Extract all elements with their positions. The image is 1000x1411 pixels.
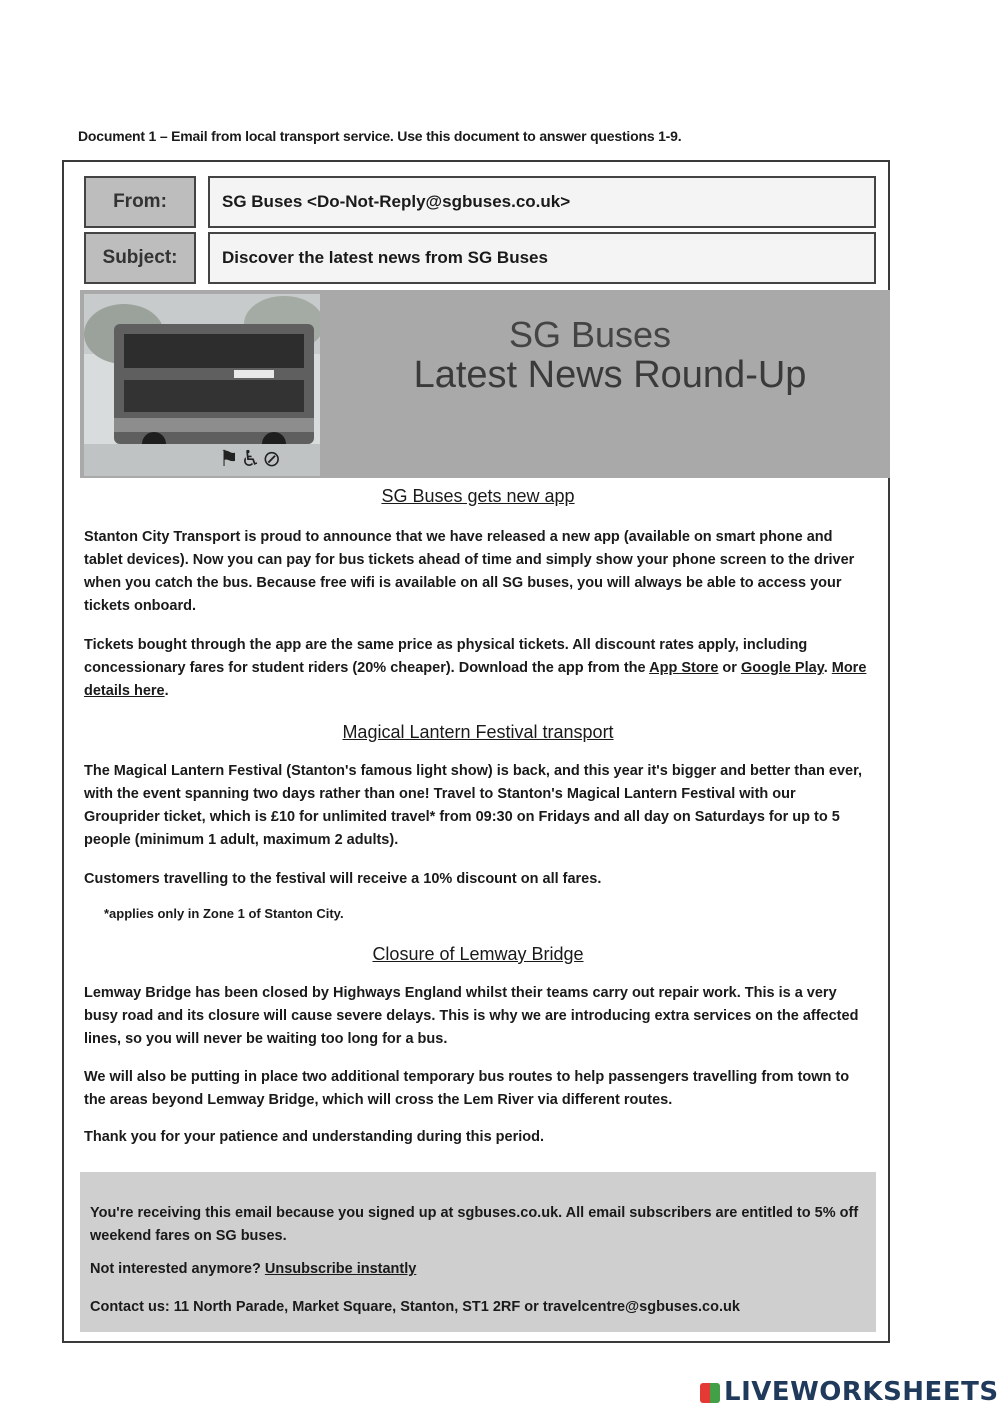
liveworksheets-watermark bbox=[700, 1377, 999, 1407]
google-play-link[interactable]: Google Play bbox=[740, 660, 824, 676]
no-smoking-icon: ⊘ bbox=[262, 446, 283, 471]
more-details-link[interactable]: More details here bbox=[84, 660, 867, 699]
bridge-paragraph-2: We will also be putting in place two additional temporary bus routes to help passengers travelling from town to the areas beyond Lemway Bridge, which will cross the Lem River via different routes. bbox=[84, 1069, 850, 1108]
subscription-note: You're receiving this email because you signed up at sgbuses.co.uk. All email subscribers are entitled to 5% off weekend fares on SG buses. bbox=[90, 1205, 859, 1244]
unsubscribe-line bbox=[90, 1258, 860, 1281]
bridge-paragraph-1: Lemway Bridge has been closed by Highways England whilst their teams carry out repair work. This is a very busy road and its closure will cause severe delays. This is why we are introducing extra services on the affected lines, so you will never be waiting too long for a bus. bbox=[84, 985, 859, 1047]
accessibility-icons bbox=[219, 446, 283, 472]
wheelchair-icon: ♿ bbox=[240, 446, 263, 471]
document-heading: Document 1 – Email from local transport service. Use this document to answer questions 1-9. bbox=[78, 128, 682, 144]
link-separator: or bbox=[718, 660, 741, 676]
banner-brand: SG Buses bbox=[508, 314, 672, 355]
from-label: From: bbox=[84, 176, 196, 228]
bridge-paragraph-3: Thank you for your patience and understanding during this period. bbox=[84, 1129, 544, 1145]
liveworksheets-logo-icon bbox=[700, 1383, 720, 1403]
app-paragraph-1: Stanton City Transport is proud to announce that we have released a new app (available on smart phone and tablet devices). Now you can pay for bus tickets ahead of time and simply show your phone screen to the driver when you catch the bus. Because free wifi is available on all SG buses, you will always be able to access your tickets onboard. bbox=[84, 529, 855, 614]
unsubscribe-link[interactable]: Unsubscribe instantly bbox=[264, 1261, 417, 1277]
contact-line: Contact us: 11 North Parade, Market Square, Stanton, ST1 2RF or travelcentre@sgbuses.co.uk bbox=[90, 1299, 740, 1315]
app-paragraph-2: Tickets bought through the app are the same price as physical tickets. All discount rates apply, including concessionary fares for student riders (20% cheaper). Download the app from the App Store or Google Play. More details here. bbox=[84, 637, 867, 699]
app-store-link[interactable]: App Store bbox=[649, 660, 719, 676]
email-frame bbox=[62, 160, 890, 1343]
festival-paragraph-2: Customers travelling to the festival will receive a 10% discount on all fares. bbox=[84, 871, 602, 887]
not-interested-text: Not interested anymore? bbox=[90, 1261, 261, 1277]
section-title-app: SG Buses gets new app bbox=[381, 486, 575, 506]
section-title-bridge: Closure of Lemway Bridge bbox=[372, 944, 584, 964]
subject-label: Subject: bbox=[84, 232, 196, 284]
bus-photo bbox=[84, 294, 320, 476]
email-footer bbox=[80, 1172, 876, 1332]
festival-paragraph-1: The Magical Lantern Festival (Stanton's famous light show) is back, and this year it's bigger and better than ever, with the event spanning two days rather than one! Travel to Stanton's Magical Lantern Festival with our Grouprider ticket, which is £10 for unlimited travel* from 09:30 on Fridays and all day on Saturdays for up to 5 people (minimum 1 adult, maximum 2 adults). bbox=[84, 763, 862, 848]
subject-value: Discover the latest news from SG Buses bbox=[208, 232, 876, 284]
from-value: SG Buses <Do-Not-Reply@sgbuses.co.uk> bbox=[208, 176, 876, 228]
watermark-text: LIVEWORKSHEETS bbox=[724, 1377, 999, 1407]
app-paragraph-2-text: Tickets bought through the app are the same price as physical tickets. All discount rates apply, including concessionary fares for student riders (20% cheaper). Download the app from the bbox=[84, 637, 808, 676]
news-banner bbox=[80, 290, 890, 478]
pram-icon: ⚑ bbox=[219, 446, 241, 471]
festival-footnote: *applies only in Zone 1 of Stanton City. bbox=[104, 906, 344, 921]
section-title-festival: Magical Lantern Festival transport bbox=[342, 722, 614, 742]
bus-image bbox=[84, 294, 320, 476]
banner-headline: Latest News Round-Up bbox=[413, 354, 807, 396]
